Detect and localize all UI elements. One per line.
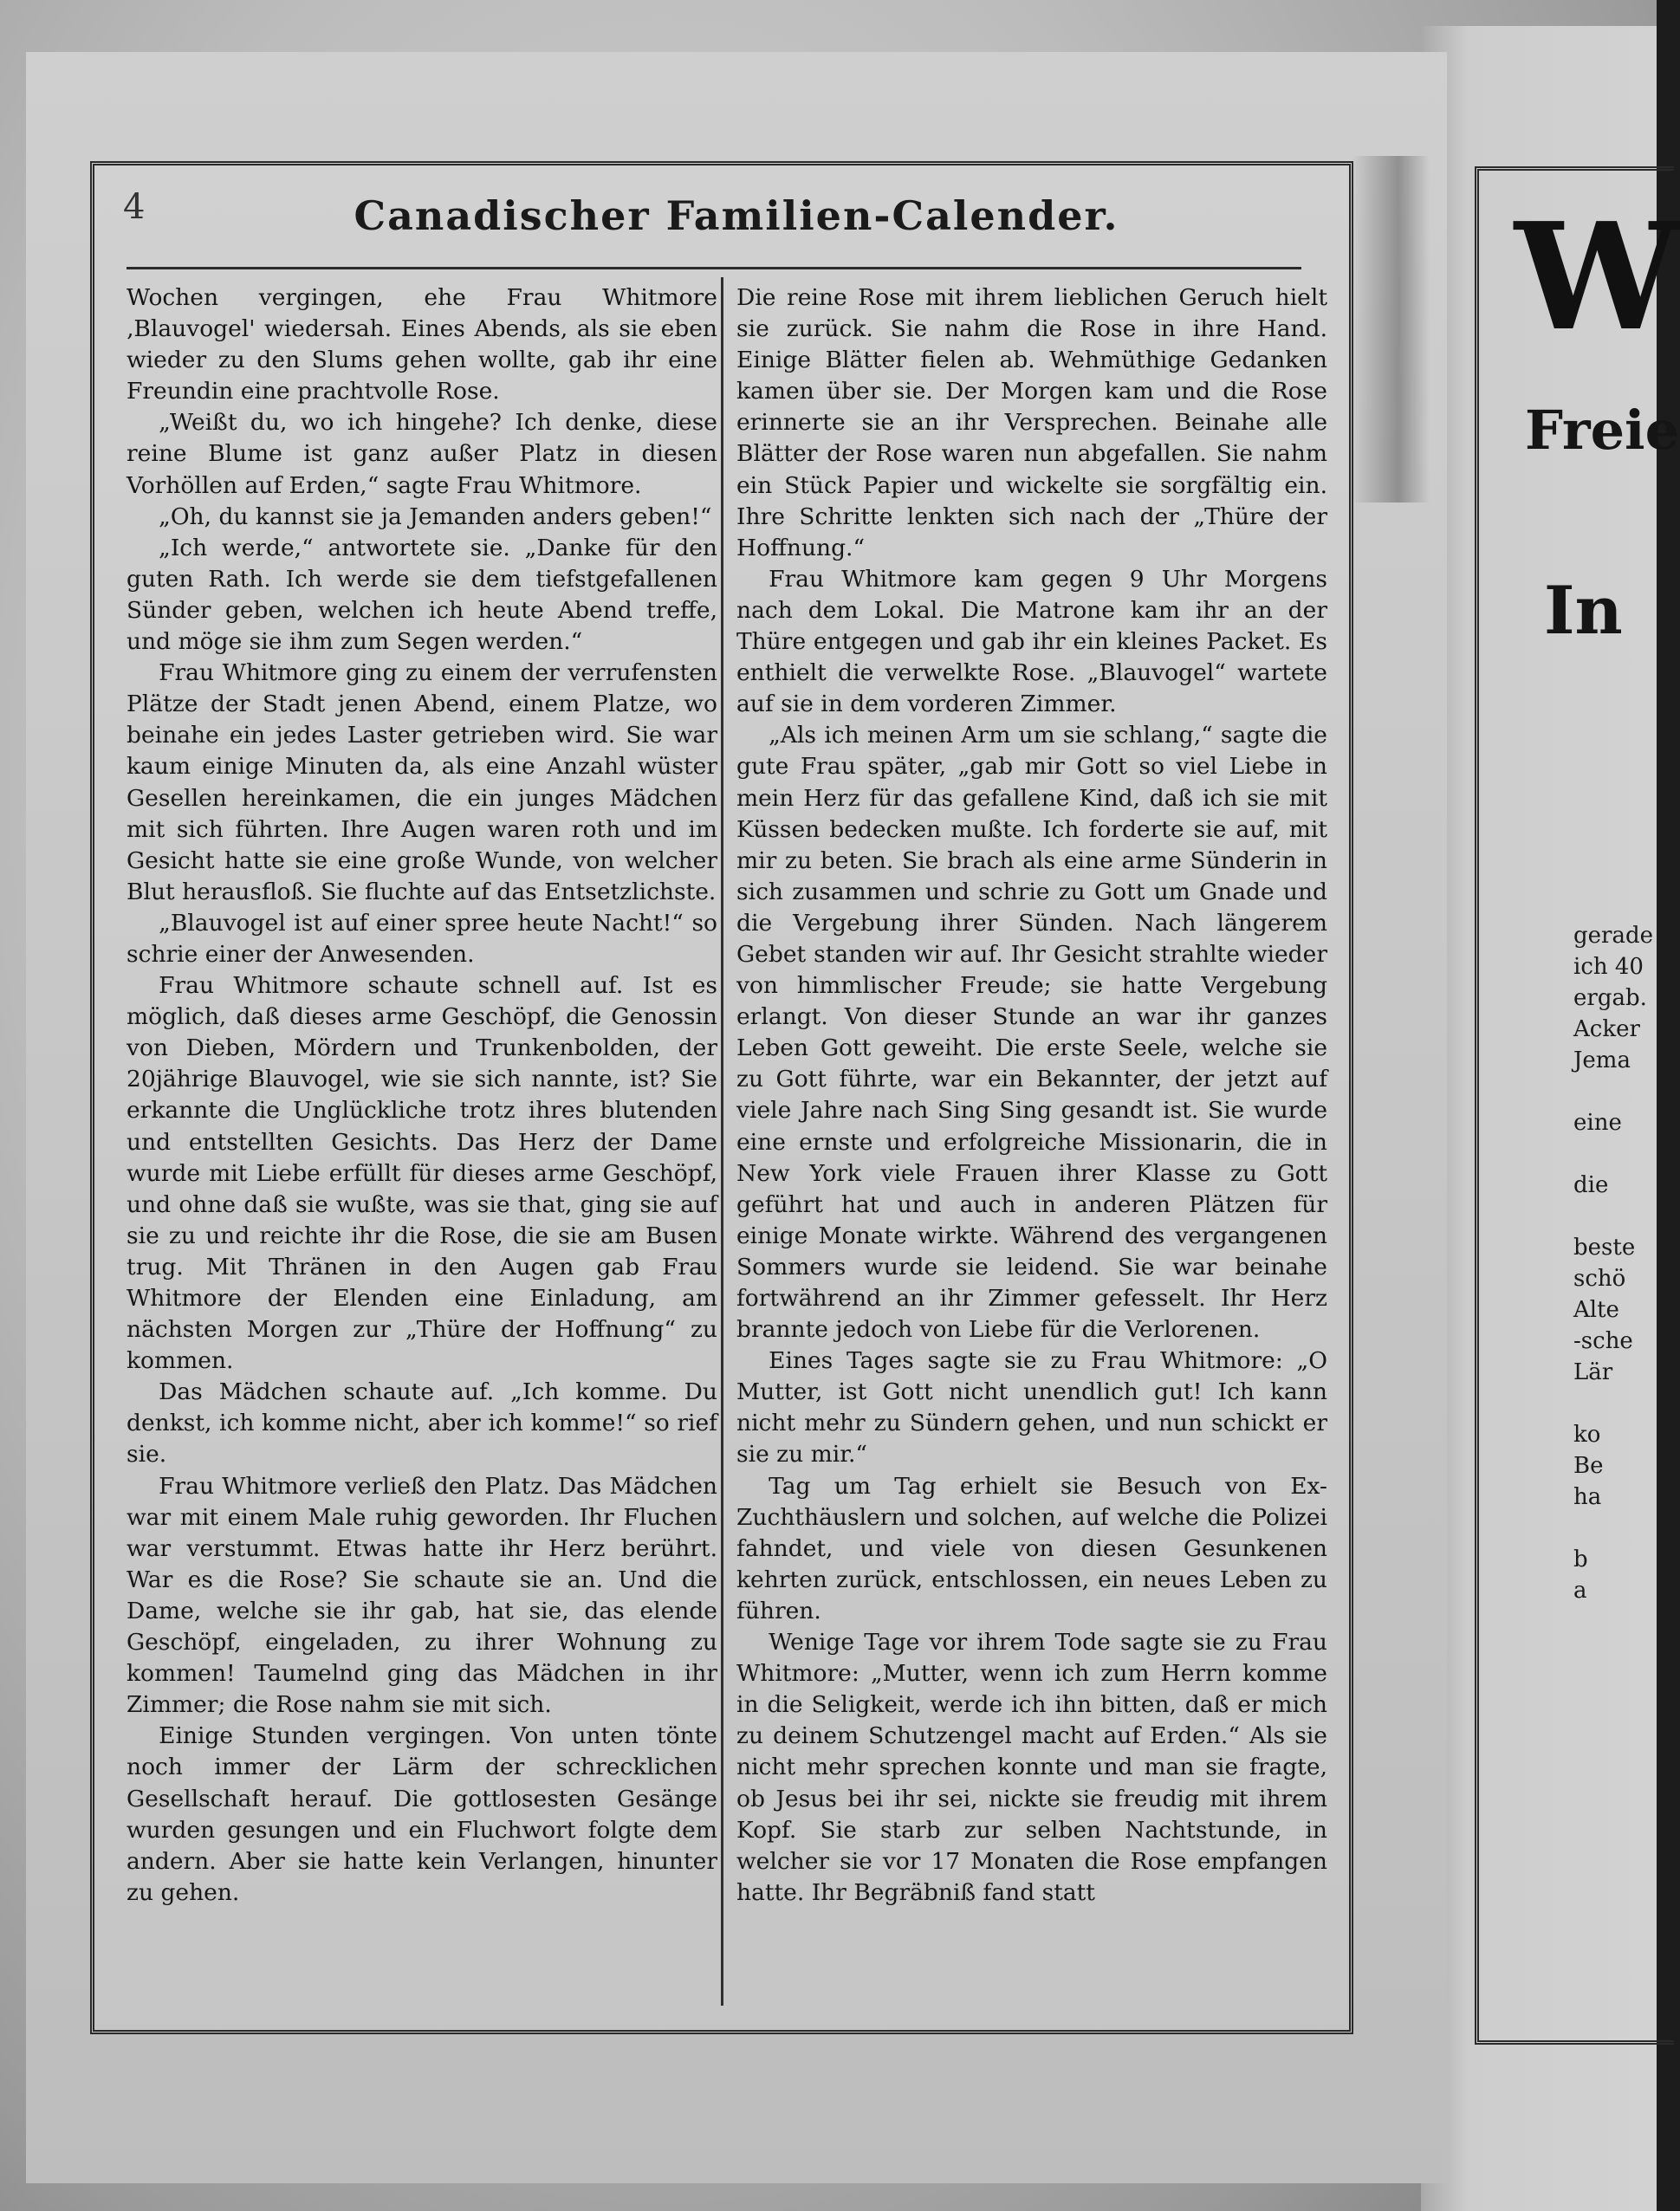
header-rule xyxy=(126,267,1301,269)
facing-page-text-fragments xyxy=(1573,920,1660,1830)
page-number: 4 xyxy=(123,187,146,227)
facing-page-initial: W xyxy=(1515,191,1680,364)
text-fragment: -sche xyxy=(1573,1328,1633,1354)
text-fragment xyxy=(1573,1513,1660,1544)
column-divider xyxy=(721,277,723,2006)
facing-page-heading-word: Freie xyxy=(1525,399,1680,462)
paragraph: Das Mädchen schaute auf. „Ich komme. Du denkst, ich komme nicht, aber ich komme!“ so rief sie. xyxy=(126,1378,717,1469)
paragraph: Wenige Tage vor ihrem Tode sagte sie zu Frau Whitmore: „Mutter, wenn ich zum Herrn komme in die Seligkeit, werde ich ihn bitten, daß er mich zu deinem Schutzengel macht auf Erden.“ Als sie nicht mehr sprechen konnte und man sie fragte, ob Jesus bei ihr sei, nickte sie freudig mit ihrem Kopf. Sie starb zur selben Nachtstunde, in welcher sie vor 17 Monaten die Rose empfangen hatte. Ihr Begräbniß fand statt xyxy=(736,1629,1327,1906)
text-fragment xyxy=(1573,1388,1660,1419)
text-fragment: eine xyxy=(1573,1110,1622,1136)
text-fragment xyxy=(1573,1076,1660,1107)
paragraph: „Blauvogel ist auf einer spree heute Nacht!“ so schrie einer der Anwesenden. xyxy=(126,909,717,968)
text-fragment xyxy=(1573,1201,1660,1232)
paragraph: „Als ich meinen Arm um sie schlang,“ sagte die gute Frau später, „gab mir Gott so viel Liebe in mein Herz für das gefallene Kind, daß ich sie mit Küssen bedecken mußte. Ich forderte sie auf, mit mir zu beten. Sie brach als eine arme Sünderin in sich zusammen und schrie zu Gott um Gnade und die Vergebung ihrer Sünden. Nach längerem Gebet standen wir auf. Ihr Gesicht strahlte wieder von himmlischer Freude; sie hatte Vergebung erlangt. Von dieser Stunde an war ihr ganzes Leben Gott geweiht. Die erste Seele, welche sie zu Gott führte, war ein Bekannter, der jetzt auf viele Jahre nach Sing Sing gesandt ist. Sie wurde eine ernste und erfolgreiche Missionarin, die in New York viele Frauen ihrer Klasse zu Gott geführt hat und auch in anderen Plätzen für einige Monate wirkte. Während des vergangenen Sommers wurde sie leidend. Sie war beinahe fortwährend an ihr Zimmer gefesselt. Ihr Herz brannte jedoch von Liebe für die Verlorenen. xyxy=(736,722,1327,1344)
paragraph: Tag um Tag erhielt sie Besuch von Ex-Zuchthäuslern und solchen, auf welche die Polizei fahndet, und viele von diesen Gesunkenen kehrten zurück, entschlossen, ein neues Leben zu führen. xyxy=(736,1472,1327,1624)
text-fragment: ko xyxy=(1573,1422,1601,1448)
right-text-column xyxy=(736,282,1327,2007)
paragraph: Frau Whitmore verließ den Platz. Das Mädchen war mit einem Male ruhig geworden. Ihr Fluchen war verstummt. Etwas hatte ihr Herz berührt. War es die Rose? Sie schaute sie an. Und die Dame, welche sie ihr gab, hat sie, das elende Geschöpf, eingeladen, zu ihrer Wohnung zu kommen! Taumelnd ging das Mädchen in ihr Zimmer; die Rose nahm sie mit sich. xyxy=(126,1472,717,1719)
text-fragment: Acker xyxy=(1573,1016,1640,1042)
text-fragment: Be xyxy=(1573,1453,1604,1479)
paragraph: Wochen vergingen, ehe Frau Whitmore ‚Blauvogel' wiedersah. Eines Abends, als sie eben wieder zu den Slums gehen wollte, gab ihr eine Freundin eine prachtvolle Rose. xyxy=(126,284,717,405)
paragraph: Frau Whitmore schaute schnell auf. Ist es möglich, daß dieses arme Geschöpf, die Genossin von Dieben, Mördern und Trunkenbolden, der 20jährige Blauvogel, wie sie sich nannte, ist? Sie erkannte die Unglückliche trotz ihres blutenden und entstellten Gesichts. Das Herz der Dame wurde mit Liebe erfüllt für dieses arme Geschöpf, und ohne daß sie wußte, was sie that, ging sie auf sie zu und reichte ihr die Rose, die sie am Busen trug. Mit Thränen in den Augen gab Frau Whitmore der Elenden eine Einladung, am nächsten Morgen zur „Thüre der Hoffnung“ zu kommen. xyxy=(126,972,717,1375)
paragraph: „Weißt du, wo ich hingehe? Ich denke, diese reine Blume ist ganz außer Platz in diesen Vorhöllen auf Erden,“ sagte Frau Whitmore. xyxy=(126,409,717,499)
page-fold-shadow xyxy=(1352,156,1430,502)
text-fragment: Jema xyxy=(1573,1047,1631,1073)
text-fragment: ergab. xyxy=(1573,985,1647,1011)
running-head: Canadischer Familien-Calender. xyxy=(354,192,1119,239)
text-fragment: ich 40 xyxy=(1573,954,1644,980)
text-fragment: schö xyxy=(1573,1266,1626,1292)
text-fragment: Alte xyxy=(1573,1297,1619,1323)
text-fragment: ha xyxy=(1573,1484,1602,1510)
text-fragment: Lär xyxy=(1573,1359,1613,1385)
text-fragment: gerade xyxy=(1573,923,1653,949)
text-fragment xyxy=(1573,1138,1660,1170)
paragraph: Einige Stunden vergingen. Von unten tönte noch immer der Lärm der schrecklichen Gesellschaft herauf. Die gottlosesten Gesänge wurden gesungen und ein Fluchwort folgte dem andern. Aber sie hatte kein Verlangen, hinunter zu gehen. xyxy=(126,1722,717,1906)
paragraph: Frau Whitmore kam gegen 9 Uhr Morgens nach dem Lokal. Die Matrone kam ihr an der Thüre entgegen und gab ihr ein kleines Packet. Es enthielt die verwelkte Rose. „Blauvogel“ wartete auf sie in dem vorderen Zimmer. xyxy=(736,565,1327,718)
facing-page-heading-word: In xyxy=(1544,572,1623,649)
paragraph: „Oh, du kannst sie ja Jemanden anders geben!“ xyxy=(159,502,712,530)
paragraph: Die reine Rose mit ihrem lieblichen Geruch hielt sie zurück. Sie nahm die Rose in ihre Hand. Einige Blätter fielen ab. Wehmüthige Gedanken kamen über sie. Der Morgen kam und die Rose erinnerte sie an ihr Versprechen. Beinahe alle Blätter der Rose waren nun abgefallen. Sie nahm ein Stück Papier und wickelte sie sorgfältig ein. Ihre Schritte lenkten sich nach der „Thüre der Hoffnung.“ xyxy=(736,284,1327,561)
text-fragment: a xyxy=(1573,1578,1587,1604)
left-text-column xyxy=(126,282,717,2007)
paragraph: Eines Tages sagte sie zu Frau Whitmore: „O Mutter, ist Gott nicht unendlich gut! Ich kann nicht mehr zu Sündern gehen, und nun schickt er sie zu mir.“ xyxy=(736,1347,1327,1469)
paragraph: Frau Whitmore ging zu einem der verrufensten Plätze der Stadt jenen Abend, einem Platze, wo beinahe ein jedes Laster getrieben wird. Sie war kaum einige Minuten da, als eine Anzahl wüster Gesellen hereinkamen, die ein junges Mädchen mit sich führten. Ihre Augen waren roth und im Gesicht hatte sie eine große Wunde, von welcher Blut herausfloß. Sie fluchte auf das Entsetzlichste. xyxy=(126,659,717,905)
text-fragment: beste xyxy=(1573,1235,1636,1261)
text-fragment: b xyxy=(1573,1546,1588,1572)
text-fragment: die xyxy=(1573,1172,1609,1198)
paragraph: „Ich werde,“ antwortete sie. „Danke für den guten Rath. Ich werde sie dem tiefstgefallenen Sünder geben, welchen ich heute Abend treffe, und möge sie ihm zum Segen werden.“ xyxy=(126,534,717,656)
